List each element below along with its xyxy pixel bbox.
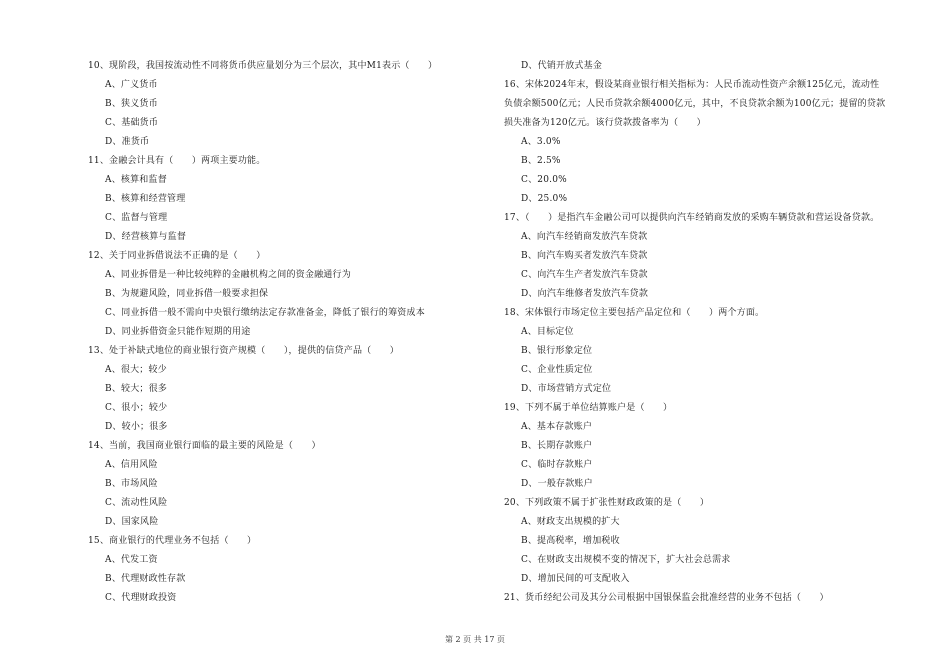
answer-option: B、提高税率，增加税收 xyxy=(521,536,620,546)
answer-option: B、市场风险 xyxy=(105,479,158,489)
answer-option: C、20.0% xyxy=(521,175,567,185)
answer-option: B、代理财政性存款 xyxy=(105,574,186,584)
answer-option: A、同业拆借是一种比较纯粹的金融机构之间的资金融通行为 xyxy=(105,270,351,280)
question-text: 16、宋体2024年末，假设某商业银行相关指标为：人民币流动性资产余额125亿元，流动性 xyxy=(504,80,880,90)
question-text: 13、处于补缺式地位的商业银行资产规模（ ），提供的信贷产品（ ） xyxy=(88,346,399,356)
question-text: 18、宋体银行市场定位主要包括产品定位和（ ）两个方面。 xyxy=(504,308,765,318)
answer-option: B、狭义货币 xyxy=(105,99,158,109)
question-text: 11、金融会计具有（ ）两项主要功能。 xyxy=(88,156,266,166)
answer-option: D、25.0% xyxy=(521,194,568,204)
question-text: 21、货币经纪公司及其分公司根据中国银保监会批准经营的业务不包括（ ） xyxy=(504,593,829,603)
answer-option: C、代理财政投资 xyxy=(105,593,177,603)
answer-option: A、信用风险 xyxy=(105,460,158,470)
answer-option: D、国家风险 xyxy=(105,517,159,527)
answer-option: D、市场营销方式定位 xyxy=(521,384,612,394)
question-text: 负债余额500亿元；人民币贷款余额4000亿元，其中，不良贷款余额为100亿元；提留的贷款 xyxy=(504,99,886,109)
question-text: 20、下列政策不属于扩张性财政政策的是（ ） xyxy=(504,498,710,508)
answer-option: A、广义货币 xyxy=(105,80,158,90)
answer-option: A、目标定位 xyxy=(521,327,574,337)
answer-option: D、代销开放式基金 xyxy=(521,61,603,71)
answer-option: A、3.0% xyxy=(521,137,561,147)
answer-option: C、临时存款账户 xyxy=(521,460,593,470)
answer-option: C、同业拆借一般不需向中央银行缴纳法定存款准备金，降低了银行的筹资成本 xyxy=(105,308,425,318)
answer-option: A、核算和监督 xyxy=(105,175,167,185)
answer-option: D、经营核算与监督 xyxy=(105,232,187,242)
answer-option: B、核算和经营管理 xyxy=(105,194,186,204)
answer-option: B、较大；很多 xyxy=(105,384,168,394)
answer-option: D、一般存款账户 xyxy=(521,479,593,489)
answer-option: A、基本存款账户 xyxy=(521,422,593,432)
answer-option: C、企业性质定位 xyxy=(521,365,593,375)
question-text: 19、下列不属于单位结算账户是（ ） xyxy=(504,403,673,413)
answer-option: C、向汽车生产者发放汽车贷款 xyxy=(521,270,648,280)
answer-option: C、流动性风险 xyxy=(105,498,168,508)
question-text: 10、现阶段，我国按流动性不同将货币供应量划分为三个层次，其中M1表示（ ） xyxy=(88,61,438,71)
right-column xyxy=(504,57,904,608)
answer-option: A、财政支出规模的扩大 xyxy=(521,517,620,527)
answer-option: B、为规避风险，同业拆借一般要求担保 xyxy=(105,289,269,299)
page-footer: 第 2 页 共 17 页 xyxy=(445,635,505,644)
question-text: 损失准备为120亿元。该行贷款拨备率为（ ） xyxy=(504,118,706,128)
answer-option: C、基础货币 xyxy=(105,118,159,128)
answer-option: C、监督与管理 xyxy=(105,213,168,223)
answer-option: D、准货币 xyxy=(105,137,150,147)
answer-option: B、银行形象定位 xyxy=(521,346,593,356)
answer-option: B、2.5% xyxy=(521,156,561,166)
answer-option: C、在财政支出规模不变的情况下，扩大社会总需求 xyxy=(521,555,731,565)
question-text: 12、关于同业拆借说法不正确的是（ ） xyxy=(88,251,266,261)
answer-option: D、同业拆借资金只能作短期的用途 xyxy=(105,327,251,337)
answer-option: B、长期存款账户 xyxy=(521,441,593,451)
question-text: 15、商业银行的代理业务不包括（ ） xyxy=(88,536,257,546)
answer-option: A、代发工资 xyxy=(105,555,158,565)
question-text: 14、当前，我国商业银行面临的最主要的风险是（ ） xyxy=(88,441,321,451)
answer-option: A、很大；较少 xyxy=(105,365,167,375)
left-column xyxy=(88,57,468,608)
answer-option: D、较小；很多 xyxy=(105,422,168,432)
answer-option: D、向汽车维修者发放汽车贷款 xyxy=(521,289,649,299)
answer-option: C、很小；较少 xyxy=(105,403,168,413)
answer-option: D、增加民间的可支配收入 xyxy=(521,574,630,584)
question-text: 17、（ ）是指汽车金融公司可以提供向汽车经销商发放的采购车辆贷款和营运设备贷款。 xyxy=(504,213,880,223)
answer-option: B、向汽车购买者发放汽车贷款 xyxy=(521,251,648,261)
answer-option: A、向汽车经销商发放汽车贷款 xyxy=(521,232,648,242)
